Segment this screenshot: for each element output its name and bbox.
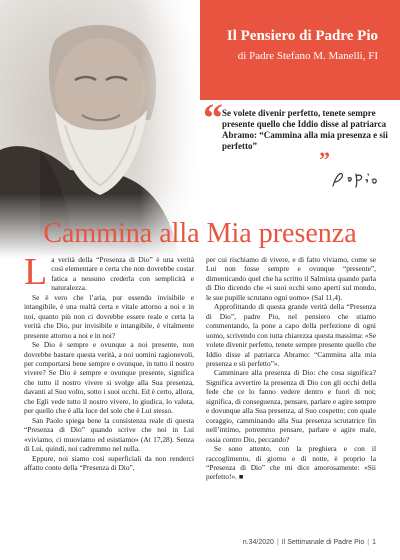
paragraph: Se è vero che l’aria, pur essendo invisibile e intangibile, è una realtà certa e vitale attorno a noi e in noi, quanto più non ci dovrebbe essere reale e certa la verità che Dio, pur invisibile e intangibile, è vitalmente presente attorno a noi e in noi? <box>24 292 194 340</box>
paragraph: Eppure, noi siamo così superficiali da non renderci affatto conto della “Presenza di Dio”, <box>24 453 194 472</box>
paragraph: per cui rischiamo di vivere, e di fatto viviamo, come se Lui non fosse sempre e ovunque “presente”, dimenticando quel che ha scritto il Salmista quando parla di Dio dicendo che «i suoi occhi sono aperti sul mondo, le sue pupille scrutano ogni uomo» (Sal 11,4). <box>206 255 376 302</box>
magazine-name: Il Settimanale di Padre Pio <box>281 539 365 546</box>
paragraph: Se Dio è sempre e ovunque a noi presente, non dovrebbe bastare questa verità, a noi uomini ragionevoli, per comportarsi bene sempre e ovunque, in tutto il nostro vivere? Se Dio è sempre e ovunque presente, significa che tutto il nostro vivere si svolge alla Sua presenza, davanti al Suo volto, sotto i suoi occhi. Ed è certo, allora, che Egli vede tutto il nostro vivere, lo giudica, lo valuta, per quello che è alla luce del sole che è Lui stesso. <box>24 340 194 416</box>
quote-open-mark: “ <box>203 95 223 140</box>
article-title: Cammina alla Mia presenza <box>43 218 357 249</box>
article-body <box>24 251 376 537</box>
paragraph: Approfittando di questa grande verità della “Presenza di Dio”, padre Pio, nel pensiero che stiamo commentando, la pone a capo della perfezione di ogni uomo, scrivendo con tutta chiarezza questa massima: «Se volete divenir perfetto, tenete sempre presente quello che Iddio disse al patriarca Abramo: “Cammina alla mia presenza e sii perfetto”». <box>206 302 376 368</box>
column-left <box>24 251 194 537</box>
series-title: Il Pensiero di Padre Pio <box>226 28 378 44</box>
pull-quote: Se volete divenir perfetto, tenete sempre presente quello che Iddio disse al patriarca Abramo: “Cammina alla mia presenza e sii perfetto” <box>222 108 388 151</box>
drop-cap: L <box>24 251 48 293</box>
paragraph: San Paolo spiega bene la consistenza reale di questa “Presenza di Dio” quando scrive che noi in Lui «viviamo, ci muoviamo ed esistiamo» (At 17,28). Senza di Lui, quindi, noi cadremmo nel nulla. <box>24 415 194 454</box>
column-right <box>206 255 376 537</box>
page-footer: n.34/2020 | Il Settimanale di Padre Pio | 1 <box>242 539 376 546</box>
issue-number: n.34/2020 <box>242 539 274 546</box>
paragraph: Se sono attento, con la preghiera e con il raccoglimento, di giorno e di notte, è proprio la “Presenza di Dio” che mi dice amorosamente: «Sii perfetto!». ■ <box>206 444 376 482</box>
series-author: di Padre Stefano M. Manelli, FI <box>237 50 378 62</box>
page-number: 1 <box>372 539 376 546</box>
signature-image <box>330 168 382 192</box>
quote-close-mark: ” <box>319 147 330 172</box>
paragraph: Camminare alla presenza di Dio: che cosa significa? Significa avvertire la presenza di Dio con gli occhi della fede che ce lo fanno vedere dentro e fuori di noi; significa, di conseguenza, pensare, parlare e agire sempre e dovunque alla Sua presenza, al Suo cospetto; con quale coraggio, camminando alla Sua presenza scrutatrice fin nell’intimo, potremmo pensare, parlare e agire male, ossia contro Dio, peccando? <box>206 368 376 444</box>
paragraph: La verità della “Presenza di Dio” è una verità così elementare e certa che non dovrebbe costar fatica a nessuno crederla con semplicità e naturalezza. <box>24 251 194 293</box>
